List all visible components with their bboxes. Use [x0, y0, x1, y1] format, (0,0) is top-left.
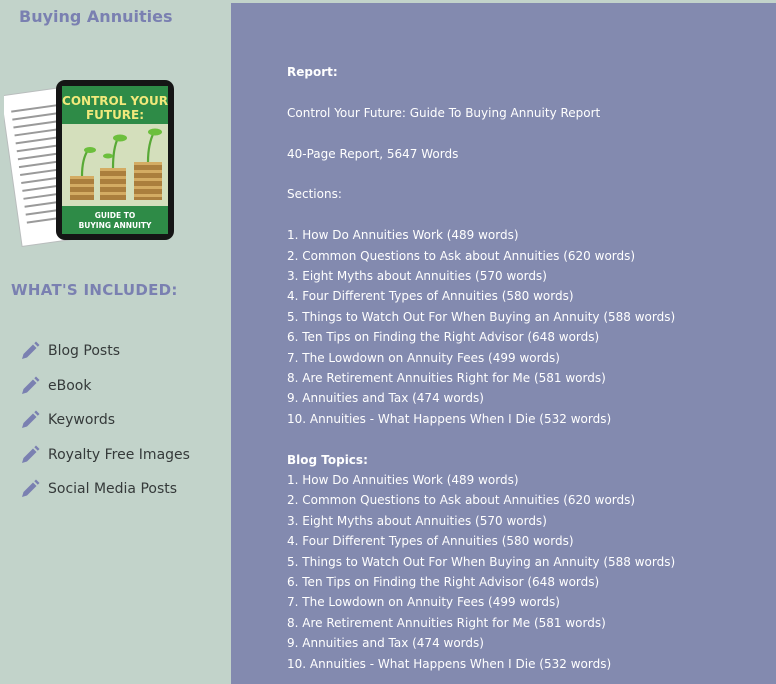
section-item: 8. Are Retirement Annuities Right for Me (581 words)	[287, 371, 606, 386]
included-list	[20, 334, 190, 507]
pencil-icon	[20, 479, 40, 499]
svg-text:FUTURE:: FUTURE:	[85, 108, 145, 122]
section-item: 2. Common Questions to Ask about Annuities (620 words)	[287, 248, 636, 263]
svg-text:GUIDE TO: GUIDE TO	[94, 211, 136, 220]
report-heading: Report:	[287, 65, 338, 79]
report-title: Control Your Future: Guide To Buying Annuity Report	[287, 105, 601, 120]
pencil-icon	[20, 410, 40, 430]
pencil-icon	[20, 376, 40, 396]
included-item-label: Keywords	[48, 412, 116, 429]
included-item-social-media-posts	[20, 472, 190, 507]
included-item-label: Royalty Free Images	[48, 446, 190, 463]
included-item-keywords	[20, 403, 190, 438]
blog-topics-list	[287, 470, 767, 674]
section-item: 10. Annuities - What Happens When I Die (532 words)	[287, 411, 612, 426]
section-item: 4. Four Different Types of Annuities (580 words)	[287, 289, 574, 304]
included-item-label: Social Media Posts	[48, 481, 178, 498]
section-item: 9. Annuities and Tax (474 words)	[287, 391, 484, 406]
blog-topic-item: 4. Four Different Types of Annuities (580 words)	[287, 534, 574, 549]
report-details	[287, 62, 767, 674]
included-title: WHAT'S INCLUDED:	[11, 281, 178, 299]
svg-text:CONTROL YOUR: CONTROL YOUR	[62, 94, 168, 108]
blog-topic-item: 3. Eight Myths about Annuities (570 words)	[287, 513, 547, 528]
main-panel	[231, 3, 776, 684]
included-item-blog-posts	[20, 334, 190, 369]
pencil-icon	[20, 445, 40, 465]
section-item: 1. How Do Annuities Work (489 words)	[287, 228, 519, 243]
sections-list	[287, 225, 767, 429]
blog-topic-item: 7. The Lowdown on Annuity Fees (499 words)	[287, 595, 560, 610]
report-meta: 40-Page Report, 5647 Words	[287, 146, 459, 161]
sidebar	[0, 0, 231, 684]
blog-topic-item: 1. How Do Annuities Work (489 words)	[287, 473, 519, 488]
ebook-cover-image	[4, 72, 182, 250]
included-item-royalty-free-images	[20, 438, 190, 473]
included-item-label: eBook	[48, 377, 92, 394]
section-item: 7. The Lowdown on Annuity Fees (499 words)	[287, 350, 560, 365]
section-item: 6. Ten Tips on Finding the Right Advisor (648 words)	[287, 330, 600, 345]
included-item-ebook	[20, 369, 190, 404]
blog-topic-item: 10. Annuities - What Happens When I Die (532 words)	[287, 656, 612, 671]
blog-topic-item: 6. Ten Tips on Finding the Right Advisor (648 words)	[287, 575, 600, 590]
sections-heading: Sections:	[287, 187, 342, 202]
blog-topic-item: 9. Annuities and Tax (474 words)	[287, 636, 484, 651]
blog-topics-heading: Blog Topics:	[287, 452, 368, 467]
blog-topic-item: 2. Common Questions to Ask about Annuities (620 words)	[287, 493, 636, 508]
blog-topic-item: 5. Things to Watch Out For When Buying an Annuity (588 words)	[287, 554, 676, 569]
included-item-label: Blog Posts	[48, 343, 120, 360]
blog-topic-item: 8. Are Retirement Annuities Right for Me (581 words)	[287, 615, 606, 630]
pencil-icon	[20, 341, 40, 361]
section-item: 3. Eight Myths about Annuities (570 words)	[287, 269, 547, 283]
section-item: 5. Things to Watch Out For When Buying an Annuity (588 words)	[287, 309, 676, 324]
sidebar-title: Buying Annuities	[19, 7, 173, 26]
svg-text:BUYING ANNUITY: BUYING ANNUITY	[78, 221, 152, 230]
